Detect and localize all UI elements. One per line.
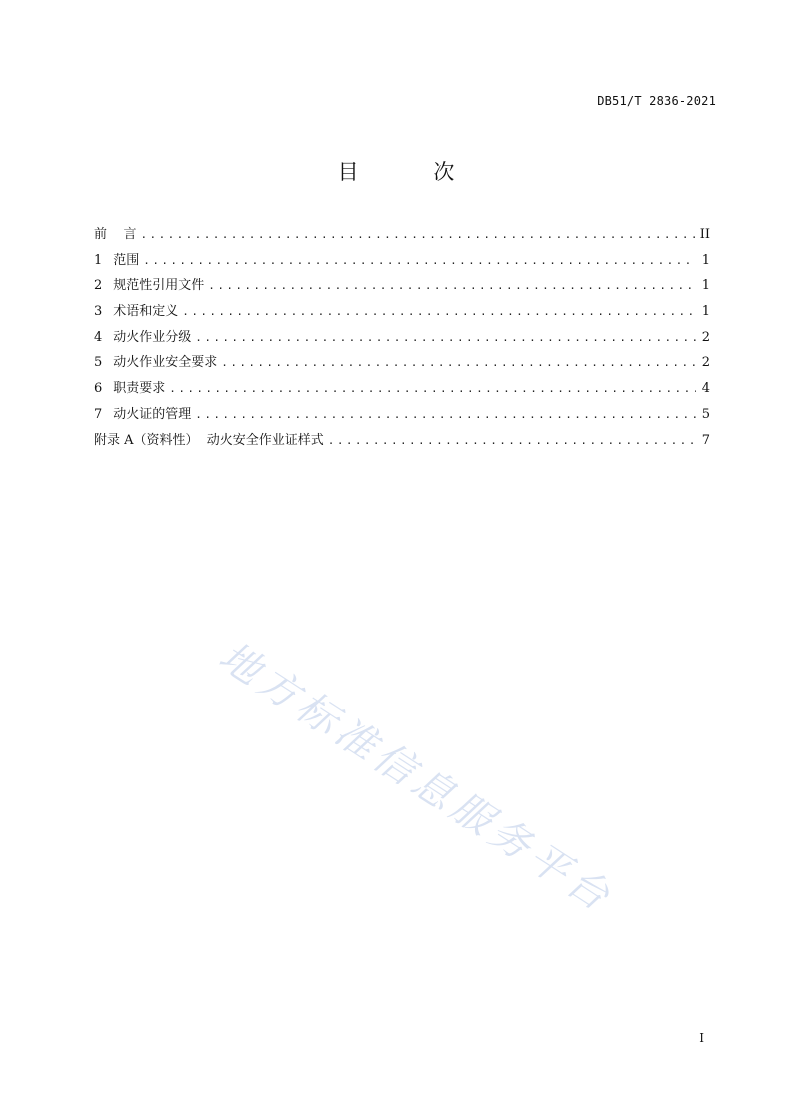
- toc-entry-appendix-a[interactable]: [94, 428, 710, 454]
- toc-label: 术语和定义: [113, 304, 179, 320]
- toc-page-number: 1: [701, 304, 710, 320]
- toc-entry-foreword[interactable]: [94, 222, 710, 248]
- toc-leader-dots: [221, 350, 696, 376]
- page-title: 目 次: [337, 160, 489, 184]
- toc-label: 前 言: [94, 227, 137, 242]
- toc-entry-hot-work-classification[interactable]: [94, 325, 710, 351]
- toc-page-number: II: [699, 227, 710, 242]
- toc-page-number: 1: [701, 252, 710, 268]
- toc-label: 范围: [113, 252, 140, 268]
- toc-page-number: 4: [701, 381, 710, 397]
- watermark: 地方标准信息服务平台: [210, 633, 622, 923]
- toc-leader-dots: [169, 376, 696, 402]
- toc-label: 规范性引用文件: [113, 278, 205, 294]
- toc-leader-dots: [143, 248, 696, 274]
- toc-entry-hot-work-safety[interactable]: [94, 350, 710, 376]
- toc-number: 2: [94, 278, 103, 294]
- toc-label: 职责要求: [113, 381, 166, 397]
- page-number: I: [699, 1031, 704, 1045]
- toc-number: 5: [94, 355, 103, 371]
- toc-number: 4: [94, 329, 103, 345]
- toc-label: 动火作业分级: [113, 329, 192, 345]
- toc-page-number: 2: [701, 329, 710, 345]
- toc-leader-dots: [195, 402, 696, 428]
- toc-entry-scope[interactable]: [94, 248, 710, 274]
- toc-leader-dots: [141, 222, 696, 248]
- toc-page-number: 5: [701, 406, 710, 422]
- toc-page-number: 7: [701, 432, 710, 448]
- document-code: DB51/T 2836-2021: [597, 94, 716, 108]
- toc-leader-dots: [328, 428, 696, 454]
- toc-leader-dots: [182, 299, 696, 325]
- toc-entry-terms-definitions[interactable]: [94, 299, 710, 325]
- toc-page-number: 2: [701, 355, 710, 371]
- toc-number: 1: [94, 252, 103, 268]
- toc-entry-permit-management[interactable]: [94, 402, 710, 428]
- toc-entry-responsibilities[interactable]: [94, 376, 710, 402]
- toc-label: 动火作业安全要求: [113, 355, 218, 371]
- toc-number: 7: [94, 406, 103, 422]
- toc-leader-dots: [195, 325, 696, 351]
- toc-number: 3: [94, 304, 103, 320]
- toc-label: 动火证的管理: [113, 406, 192, 422]
- toc-entry-normative-references[interactable]: [94, 273, 710, 299]
- table-of-contents: [94, 222, 710, 453]
- toc-leader-dots: [208, 273, 696, 299]
- toc-label: 附录 A（资料性） 动火安全作业证样式: [94, 432, 324, 448]
- toc-number: 6: [94, 381, 103, 397]
- toc-page-number: 1: [701, 278, 710, 294]
